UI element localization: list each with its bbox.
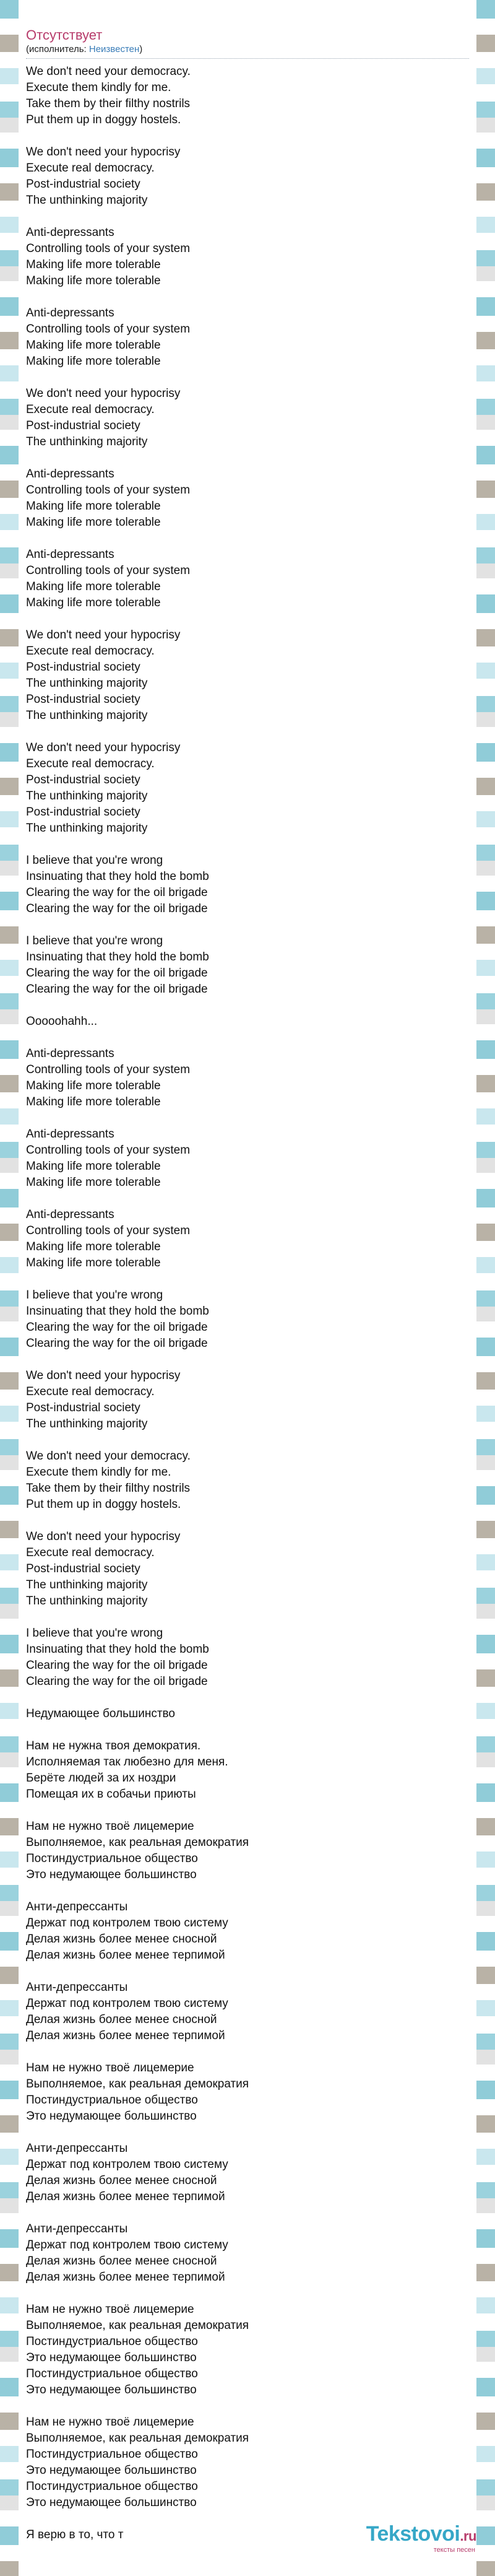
lyric-line: Это недумающее большинство: [26, 1868, 197, 1881]
lyric-line: Controlling tools of your system: [26, 1144, 191, 1157]
lyric-line: Making life more tolerable: [26, 516, 161, 529]
lyric-line: The unthinking majority: [26, 1417, 148, 1430]
lyrics-stanza: [26, 1625, 469, 1690]
lyric-line: Post-industrial society: [26, 419, 140, 432]
lyric-line: Making life more tolerable: [26, 274, 161, 287]
lyric-line: Execute real democracy.: [26, 1546, 155, 1559]
lyrics-stanza: [26, 853, 469, 917]
lyric-line: Execute real democracy.: [26, 645, 155, 658]
lyric-line: Anti-depressants: [26, 548, 114, 561]
lyric-line: Controlling tools of your system: [26, 564, 191, 577]
lyric-line: Post-industrial society: [26, 693, 140, 706]
lyrics-stanza: [26, 64, 469, 128]
lyric-line: Clearing the way for the oil brigade: [26, 967, 208, 980]
lyric-line: Insinuating that they hold the bomb: [26, 951, 209, 964]
lyric-line: Делая жизнь более менее терпимой: [26, 1949, 225, 1962]
lyrics-stanza: [26, 1046, 469, 1110]
lyric-line: Take them by their filthy nostrils: [26, 97, 191, 110]
lyrics-stanza: [26, 1368, 469, 1432]
lyrics-stanza: [26, 1529, 469, 1609]
lyrics-stanza: [26, 627, 469, 724]
lyric-line: Anti-depressants: [26, 307, 114, 320]
lyric-line: Post-industrial society: [26, 1562, 140, 1575]
lyrics-stanza: [26, 466, 469, 531]
lyric-line: Post-industrial society: [26, 178, 140, 191]
lyric-line: Исполняемая так любезно для меня.: [26, 1756, 228, 1769]
lyric-line: Controlling tools of your system: [26, 242, 191, 255]
logo-brand: Tekstovoi: [366, 2522, 460, 2546]
lyric-line: The unthinking majority: [26, 822, 148, 835]
lyric-line: Постиндустриальное общество: [26, 2335, 198, 2348]
lyric-line: Делая жизнь более менее терпимой: [26, 2029, 225, 2042]
lyric-line: Post-industrial society: [26, 661, 140, 674]
lyric-line: Anti-depressants: [26, 1047, 114, 1060]
lyrics-stanza: [26, 2060, 469, 2125]
lyric-line: Это недумающее большинство: [26, 2496, 197, 2509]
lyrics-stanza: [26, 1738, 469, 1803]
lyric-line: Нам не нужно твоё лицемерие: [26, 2061, 194, 2074]
lyric-line: We don't need your democracy.: [26, 65, 191, 78]
lyric-line: Недумающее большинство: [26, 1707, 175, 1720]
logo-tagline: тексты песен: [433, 2546, 475, 2554]
lyric-line: Ooooohahh...: [26, 1015, 98, 1028]
lyric-line: We don't need your hypocrisy: [26, 146, 181, 159]
lyric-line: Это недумающее большинство: [26, 2110, 197, 2123]
lyric-line: Execute real democracy.: [26, 1385, 155, 1398]
lyric-line: Clearing the way for the oil brigade: [26, 886, 208, 899]
lyric-line: Держат под контролем твою систему: [26, 1997, 228, 2010]
lyrics-stanza: [26, 1207, 469, 1271]
lyric-line: Making life more tolerable: [26, 1160, 161, 1173]
artist-link[interactable]: Неизвестен: [88, 44, 140, 54]
lyrics-stanza: [26, 547, 469, 611]
lyric-line: Clearing the way for the oil brigade: [26, 983, 208, 996]
lyric-line: Controlling tools of your system: [26, 323, 191, 336]
lyric-line: Анти-депрессанты: [26, 2142, 128, 2155]
lyric-line: Execute them kindly for me.: [26, 81, 171, 94]
lyric-line: Держат под контролем твою систему: [26, 2239, 228, 2252]
lyric-line: Это недумающее большинство: [26, 2464, 197, 2477]
lyrics-stanza: [26, 1014, 469, 1030]
lyric-line: I believe that you're wrong: [26, 854, 163, 867]
lyric-line: Нам не нужна твоя демократия.: [26, 1739, 201, 1752]
lyrics-stanza: [26, 225, 469, 289]
lyric-line: Постиндустриальное общество: [26, 2448, 198, 2461]
lyric-line: I believe that you're wrong: [26, 1289, 163, 1302]
lyric-line: Making life more tolerable: [26, 1240, 161, 1253]
lyric-line: We don't need your democracy.: [26, 1450, 191, 1463]
lyric-line: The unthinking majority: [26, 709, 148, 722]
lyrics-stanza: [26, 2302, 469, 2398]
lyric-line: Controlling tools of your system: [26, 484, 191, 497]
lyrics-stanza: [26, 933, 469, 998]
lyrics-stanza: [26, 1819, 469, 1883]
lyric-line: Это недумающее большинство: [26, 2351, 197, 2364]
lyric-line: We don't need your hypocrisy: [26, 629, 181, 642]
lyric-line: Anti-depressants: [26, 226, 114, 239]
lyric-line: Post-industrial society: [26, 773, 140, 786]
lyric-line: Делая жизнь более менее терпимой: [26, 2271, 225, 2284]
lyric-line: Анти-депрессанты: [26, 1981, 128, 1994]
lyric-line: Insinuating that they hold the bomb: [26, 870, 209, 883]
lyric-line: Держат под контролем твою систему: [26, 2158, 228, 2171]
song-title: Отсутствует: [26, 27, 103, 43]
lyrics-stanza: [26, 2221, 469, 2286]
lyrics-stanza: [26, 740, 469, 837]
lyric-line: Execute real democracy.: [26, 403, 155, 416]
lyric-line: Execute real democracy.: [26, 162, 155, 175]
lyric-line: Нам не нужно твоё лицемерие: [26, 2303, 194, 2316]
artist-line: [26, 43, 469, 59]
lyrics-stanza: [26, 144, 469, 209]
lyric-line: Execute them kindly for me.: [26, 1466, 171, 1479]
lyric-line: Берёте людей за их ноздри: [26, 1772, 176, 1785]
lyric-line: Я верю в то, что т: [26, 2528, 124, 2541]
lyric-line: Постиндустриальное общество: [26, 1852, 198, 1865]
lyric-line: Making life more tolerable: [26, 580, 161, 593]
lyric-line: Making life more tolerable: [26, 258, 161, 271]
lyrics-stanza: [26, 305, 469, 370]
lyrics-stanza: [26, 2141, 469, 2205]
lyric-line: Анти-депрессанты: [26, 2222, 128, 2235]
lyric-line: Выполняемое, как реальная демократия: [26, 2319, 249, 2332]
lyrics-stanza: [26, 1706, 469, 1722]
lyric-line: The unthinking majority: [26, 790, 148, 803]
lyrics-stanza: [26, 1126, 469, 1191]
lyrics-stanza: [26, 1448, 469, 1513]
lyrics-stanza: [26, 1899, 469, 1964]
lyric-line: Clearing the way for the oil brigade: [26, 902, 208, 915]
lyrics-stanza: [26, 1287, 469, 1352]
lyric-line: Making life more tolerable: [26, 500, 161, 513]
lyrics-page: [19, 0, 476, 2576]
lyric-line: Нам не нужно твоё лицемерие: [26, 2416, 194, 2429]
lyric-line: Post-industrial society: [26, 806, 140, 819]
lyric-line: Постиндустриальное общество: [26, 2480, 198, 2493]
lyric-line: I believe that you're wrong: [26, 934, 163, 947]
lyrics-stanza: [26, 1980, 469, 2044]
lyric-line: Помещая их в собачьи приюты: [26, 1788, 196, 1801]
lyric-line: Это недумающее большинство: [26, 2383, 197, 2396]
lyric-line: Нам не нужно твоё лицемерие: [26, 1820, 194, 1833]
lyric-line: Anti-depressants: [26, 1208, 114, 1221]
lyric-line: We don't need your hypocrisy: [26, 741, 181, 754]
lyric-line: Clearing the way for the oil brigade: [26, 1337, 208, 1350]
lyric-line: Делая жизнь более менее терпимой: [26, 2190, 225, 2203]
lyric-line: Постиндустриальное общество: [26, 2367, 198, 2380]
lyric-line: The unthinking majority: [26, 1578, 148, 1591]
lyric-line: I believe that you're wrong: [26, 1627, 163, 1640]
lyric-line: We don't need your hypocrisy: [26, 1530, 181, 1543]
lyric-line: Делая жизнь более менее сносной: [26, 2174, 217, 2187]
lyric-line: Put them up in doggy hostels.: [26, 113, 181, 126]
lyric-line: Anti-depressants: [26, 468, 114, 481]
lyric-line: Making life more tolerable: [26, 596, 161, 609]
lyric-line: Making life more tolerable: [26, 1095, 161, 1108]
lyric-line: Take them by their filthy nostrils: [26, 1482, 191, 1495]
lyric-line: The unthinking majority: [26, 1595, 148, 1608]
logo-tld: .ru: [460, 2528, 476, 2544]
lyric-line: Постиндустриальное общество: [26, 2094, 198, 2107]
lyric-line: Делая жизнь более менее сносной: [26, 2013, 217, 2026]
lyric-line: Anti-depressants: [26, 1128, 114, 1141]
lyric-line: Выполняемое, как реальная демократия: [26, 2432, 249, 2445]
lyric-line: Делая жизнь более менее сносной: [26, 1933, 217, 1946]
lyric-line: We don't need your hypocrisy: [26, 387, 181, 400]
lyric-line: Post-industrial society: [26, 1401, 140, 1414]
lyric-line: The unthinking majority: [26, 677, 148, 690]
lyric-line: Making life more tolerable: [26, 355, 161, 368]
lyric-line: Put them up in doggy hostels.: [26, 1498, 181, 1511]
logo-wordmark: [366, 2523, 476, 2548]
lyric-line: Controlling tools of your system: [26, 1224, 191, 1237]
lyric-line: Insinuating that they hold the bomb: [26, 1305, 209, 1318]
lyric-line: Making life more tolerable: [26, 1079, 161, 1092]
lyrics-stanza: [26, 2414, 469, 2511]
lyric-line: Делая жизнь более менее сносной: [26, 2255, 217, 2268]
lyric-line: Making life more tolerable: [26, 1176, 161, 1189]
lyric-line: Держат под контролем твою систему: [26, 1917, 228, 1930]
artist-prefix: (исполнитель:: [26, 44, 89, 54]
lyrics-text: [26, 64, 469, 2543]
lyric-line: Controlling tools of your system: [26, 1063, 191, 1076]
lyric-line: Making life more tolerable: [26, 1256, 161, 1269]
lyric-line: Выполняемое, как реальная демократия: [26, 2078, 249, 2091]
lyric-line: Insinuating that they hold the bomb: [26, 1643, 209, 1656]
lyric-line: Execute real democracy.: [26, 757, 155, 770]
site-logo[interactable]: [366, 2523, 476, 2554]
lyric-line: We don't need your hypocrisy: [26, 1369, 181, 1382]
lyric-line: Clearing the way for the oil brigade: [26, 1659, 208, 1672]
lyric-line: Clearing the way for the oil brigade: [26, 1321, 208, 1334]
lyrics-stanza: [26, 386, 469, 450]
lyric-line: The unthinking majority: [26, 435, 148, 448]
lyric-line: Анти-депрессанты: [26, 1900, 128, 1913]
lyric-line: Clearing the way for the oil brigade: [26, 1675, 208, 1688]
artist-suffix: ): [139, 44, 143, 54]
lyric-line: The unthinking majority: [26, 194, 148, 207]
lyric-line: Выполняемое, как реальная демократия: [26, 1836, 249, 1849]
lyric-line: Making life more tolerable: [26, 339, 161, 352]
